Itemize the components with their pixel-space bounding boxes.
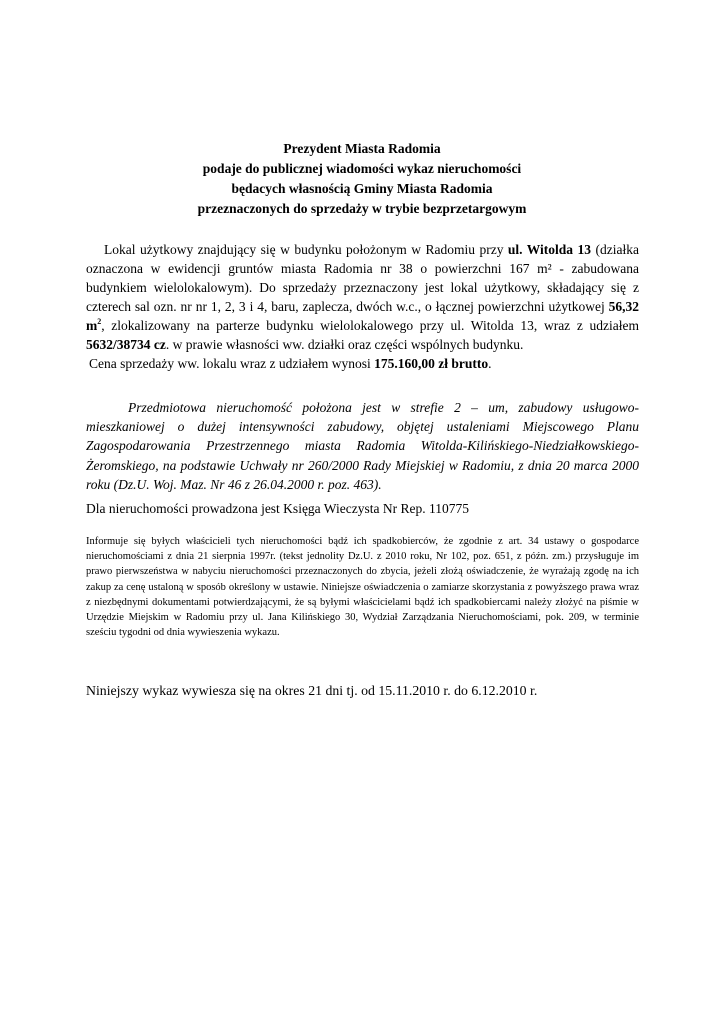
price-paragraph: Cena sprzedaży ww. lokalu wraz z udziałem wynosi 175.160,00 zł brutto.: [89, 356, 492, 371]
description-text: (działka oznaczona w ewidencji gruntów miasta Radomia nr 38 o powierzchni 167 m² - zabudowana budynkiem wielolokalowym). Do sprzedaży przeznaczony jest lokal użytkowy, składający się z czterech sal ozn. nr nr 1, 2, 3 i 4, baru, zaplecza, dwóch w.c., o łącznej powierzchni użytkowej: [86, 242, 639, 314]
price-text: Cena sprzedaży ww. lokalu wraz z udziałem wynosi: [89, 356, 375, 371]
description-text: , zlokalizowany na parterze budynku wielolokalowego przy ul. Witolda 13, wraz z udziałem: [101, 318, 639, 333]
posting-period-line: Niniejszy wykaz wywiesza się na okres 21 dni tj. od 15.11.2010 r. do 6.12.2010 r.: [86, 683, 538, 698]
header-line-3: będacych własnością Gminy Miasta Radomia: [231, 181, 493, 196]
header-line-4: przeznaczonych do sprzedaży w trybie bezprzetargowym: [197, 201, 527, 216]
pre-emption-notice: Informuje się byłych właścicieli tych nieruchomości bądź ich spadkobierców, że zgodnie z art. 34 ustawy o gospodarce nieruchomościami z dnia 21 sierpnia 1997r. (tekst jednolity Dz.U. z 2010 roku, Nr 102, poz. 651, z późn. zm.) przysługuje im prawo pierwszeństwa w nabyciu nieruchomości przeznaczonych do zbycia, jeżeli złożą oświadczenie, że wyrażają zgodę na ich zakup za cenę ustaloną w sposób określony w ustawie. Niniejsze oświadczenia o zamiarze skorzystania z powyższego prawa wraz z niezbędnymi dokumentami potwierdzającymi, że są byłymi właścicielami bądź ich spadkobiercami należy złożyć na piśmie w Urzędzie Miejskim w Radomiu przy ul. Jana Kilińskiego 30, Wydział Zarządzania Nieruchomościami, pok. 209, w terminie sześciu tygodni od dnia wywieszenia wykazu.: [86, 536, 639, 639]
description-text: Lokal użytkowy znajdujący się w budynku położonym w Radomiu przy: [104, 242, 508, 257]
floor-area: 56,32 $m^2$: [86, 299, 639, 333]
description-paragraph: [86, 240, 639, 354]
document-header: [86, 139, 638, 219]
header-line-2: podaje do publicznej wiadomości wykaz nieruchomości: [202, 161, 522, 176]
ownership-share: 5632/38734 cz: [86, 337, 166, 352]
land-register-line: Dla nieruchomości prowadzona jest Księga Wieczysta Nr Rep. 110775: [86, 501, 469, 516]
zoning-paragraph: Przedmiotowa nieruchomość położona jest w strefie 2 – um, zabudowy usługowo-mieszkaniowej o dużej intensywności zabudowy, objętej ustaleniami Miejscowego Planu Zagospodarowania Przestrzennego miasta Radomia Witolda-Kilińskiego-Niedziałkowskiego-Żeromskiego, na podstawie Uchwały nr 260/2000 Rady Miejskiej w Radomiu, z dnia 20 marca 2000 roku (Dz.U. Woj. Maz. Nr 46 z 26.04.2000 r. poz. 463).: [86, 400, 639, 492]
description-text: . w prawie własności ww. działki oraz części wspólnych budynku.: [165, 337, 524, 352]
header-line-1: Prezydent Miasta Radomia: [283, 141, 441, 156]
street-address: ul. Witolda 13: [507, 242, 592, 257]
price-value: 175.160,00 zł brutto: [374, 356, 489, 371]
property-description: [86, 240, 639, 373]
